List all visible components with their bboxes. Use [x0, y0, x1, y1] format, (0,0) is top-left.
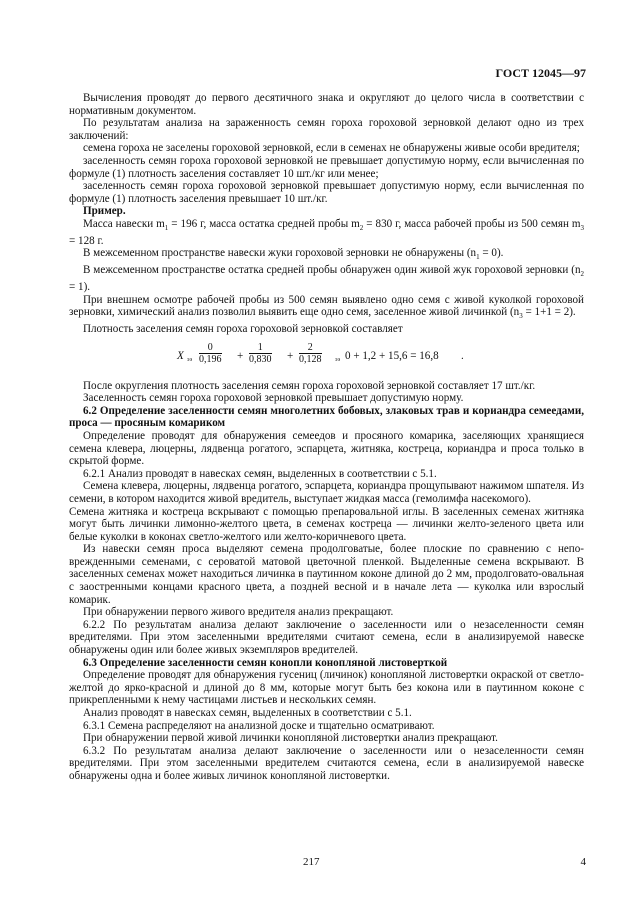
formula-rhs: 0 + 1,2 + 15,6 = 16,8 — [345, 349, 439, 362]
section-heading-6-3: 6.3 Определение заселенности семян конопли конопляной листоверткой — [83, 656, 448, 669]
section-heading-6-2: 6.2 Определение заселенности семян многолетних бобовых, злаковых трав и кориандра семеедами, проса — просяным комариком — [69, 404, 584, 430]
paragraph-masses: Масса навески $m_1 = 196$ г, масса остатка средней пробы $m_2 = 830$ г, масса рабочей пробы из 500 семян $m_3 = 128$ г. — [69, 217, 584, 247]
paragraph-n3: При внешнем осмотре рабочей пробы из 500 семян выявлено одно семя с живой куколкой гороховой зерновки, химический анализ позволил выявить еще одно семя, заселенное живой личинкой $(n_3 = 1+1 = 2)$. — [69, 293, 584, 321]
paragraph: Семена клевера, люцерны, лядвенца рогатого, эспарцета, кориандра прощупывают нажимом шпателя. Из семени, в котором находится живой вредитель, выступает жидкая масса (гемолимфа насекомого). — [69, 480, 584, 505]
paragraph: заселенность семян гороха гороховой зерновкой не превышает допустимую норму, если вычисленная по формуле (1) плотность заселения составляет 10 шт./кг или менее; — [69, 154, 584, 180]
fraction-3: $\frac{2}{0,128}$ — [299, 341, 322, 365]
paragraph: При обнаружении первого живого вредителя анализ прекращают. — [83, 606, 394, 619]
paragraph: 6.3.1 Семена распределяют на анализной доске и тщательно осматривают. — [83, 719, 435, 732]
footer-mark: 4 — [580, 856, 586, 868]
paragraph: Из навески семян проса выделяют семена продолговатые, более плоские по сравнению с неповрежденными семенами, с сероватой матовой цветочной пленкой. Выделенные семена вскрывают. В заселенных семенах может находиться личинка в паутинном коконе длиной до 2 мм, продолговато-овальная с заостренными концами красного цвета, а поздней весной и в начале лета — куколка или взрослый комарик. — [69, 543, 584, 606]
paragraph: Заселенность семян гороха гороховой зерновкой превышает допустимую норму. — [83, 392, 464, 405]
paragraph: По результатам анализа на зараженность семян гороха гороховой зерновкой делают одно из трех заключений: — [69, 117, 584, 142]
formula-eq-small: ээ — [187, 356, 193, 363]
fraction-1: $\frac{0}{0,196}$ — [199, 341, 222, 365]
fraction-2: $\frac{1}{0,830}$ — [249, 341, 272, 365]
formula-end: . — [461, 349, 464, 362]
paragraph: заселенность семян гороха гороховой зерновкой превышает допустимую норму, если вычисленная по формуле (1) плотность заселения превышает 10 шт./кг. — [69, 180, 584, 205]
paragraph: Плотность заселения семян гороха гороховой зерновкой составляет — [83, 322, 403, 335]
page-number: 217 — [303, 856, 320, 868]
document-header: ГОСТ 12045—97 — [495, 66, 586, 80]
paragraph: Определение проводят для обнаружения гусениц (личинок) конопляной листовертки окраской от светло-желтой до ярко-красной и длиной до 8 мм, которые могут быть без кокона или в паутинном коконе с прикрепленными к нему частицами листьев и нескольких семян. — [69, 669, 584, 707]
paragraph: Определение проводят для обнаружения семеедов и просяного комарика, заселяющих хранящиеся семена клевера, люцерны, лядвенца рогатого, эспарцета, житняка, костреца, кориандра и проса только в скрытой форме. — [69, 429, 584, 468]
paragraph: При обнаружении первой живой личинки конопляной листовертки анализ прекращают. — [83, 732, 498, 745]
paragraph: 6.2.1 Анализ проводят в навесках семян, выделенных в соответствии с 5.1. — [83, 467, 437, 480]
example-label: Пример. — [83, 205, 126, 218]
paragraph: 6.2.2 По результатам анализа делают заключение о заселенности или о незаселенности семян вредителями. При этом заселенными вредителями считают семена, если в анализируемой навеске обнаружены один или более живых экземпляров вредителей. — [69, 618, 584, 657]
paragraph: Анализ проводят в навесках семян, выделенных в соответствии с 5.1. — [83, 707, 412, 719]
paragraph: семена гороха не заселены гороховой зерновкой, если в семенах не обнаружены живые особи вредителя; — [83, 142, 580, 155]
paragraph: Вычисления проводят до первого десятичного знака и округляют до целого числа в соответствии с нормативным документом. — [69, 92, 584, 117]
paragraph: 6.3.2 По результатам анализа делают заключение о заселенности или о незаселенности семян вредителями. При этом заселенными вредителем считаются семена, если в анализируемой навеске обнаружены одна и более живых личинок конопляной листовертки. — [69, 744, 584, 782]
paragraph: После округления плотность заселения семян гороха гороховой зерновкой составляет 17 шт./кг. — [83, 379, 536, 392]
formula-lhs: X — [177, 349, 184, 362]
paragraph-n1: В межсеменном пространстве навески жуки гороховой зерновки не обнаружены $(n_1 = 0)$. — [83, 247, 504, 262]
formula-eq-small: ээ — [335, 356, 341, 363]
paragraph: Семена житняка и костреца вскрывают с помощью препаровальной иглы. В заселенных семенах житняка могут быть личинки лимонно-желтого цвета, в семенах костреца — личинки желто-зеленого цвета или белые куколки в коконах светло-желтого или желто-коричневого цвета. — [69, 505, 584, 543]
document-body — [69, 92, 584, 783]
density-formula — [69, 340, 584, 374]
paragraph-n2: В межсеменном пространстве остатка средней пробы обнаружен один живой жук гороховой зерновки $(n_2 = 1)$. — [69, 264, 584, 293]
formula-plus: + — [287, 349, 294, 362]
formula-plus: + — [237, 349, 244, 362]
